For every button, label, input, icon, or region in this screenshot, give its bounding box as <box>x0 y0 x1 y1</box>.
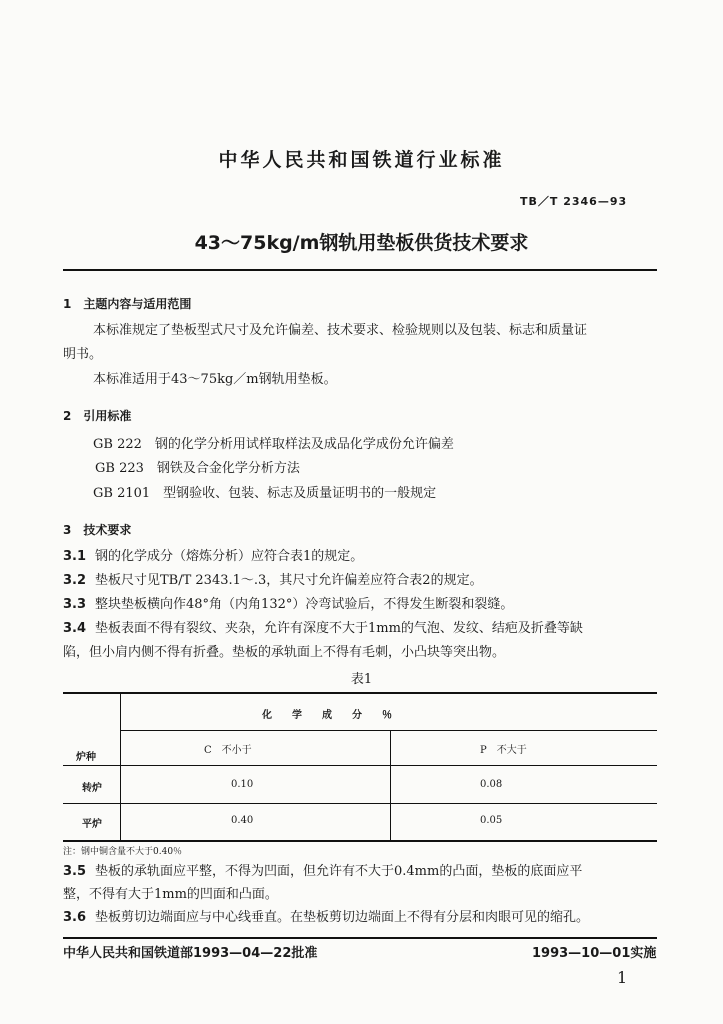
clause-number-3-4: 3.4 <box>63 621 87 636</box>
table-middle-column-divider <box>390 730 391 841</box>
table-column-header-p: P 不大于 <box>480 745 527 756</box>
clause-number-3-3: 3.3 <box>63 597 87 612</box>
standard-code: TB／T 2346—93 <box>520 195 628 208</box>
table-header-divider <box>63 765 657 766</box>
clause-3-6-text: 垫板剪切边端面应与中心线垂直。在垫板剪切边端面上不得有分层和肉眼可见的缩孔。 <box>95 910 590 925</box>
clause-3-3-text: 整块垫板横向作48°角（内角132°）冷弯试验后，不得发生断裂和裂缝。 <box>95 597 514 612</box>
section-1-paragraph-1-line-1: 本标准规定了垫板型式尺寸及允许偏差、技术要求、检验规则以及包装、标志和质量证 <box>93 323 588 338</box>
standard-category-heading: 中华人民共和国铁道行业标准 <box>218 149 505 171</box>
reference-standard-gb222: GB 222 钢的化学分析用试样取样法及成品化学成份允许偏差 <box>93 437 454 452</box>
approval-statement: 中华人民共和国铁道部1993—04—22批准 <box>63 946 318 961</box>
footer-divider <box>63 937 657 939</box>
table-top-border <box>63 692 657 694</box>
title-divider <box>63 269 657 271</box>
page-number: 1 <box>617 968 628 987</box>
table-first-column-divider <box>120 692 121 841</box>
reference-standard-gb2101: GB 2101 型钢验收、包装、标志及质量证明书的一般规定 <box>93 486 437 501</box>
document-title: 43～75kg/m钢轨用垫板供货技术要求 <box>194 232 529 254</box>
section-2-heading: 2 引用标准 <box>63 409 132 423</box>
section-1-paragraph-1-line-2: 明书。 <box>63 347 103 362</box>
clause-number-3-6: 3.6 <box>63 910 87 925</box>
section-3-heading: 3 技术要求 <box>63 523 132 537</box>
table-1-caption: 表1 <box>350 672 373 687</box>
effective-date: 1993—10—01实施 <box>532 946 657 961</box>
reference-standard-gb223: GB 223 钢铁及合金化学分析方法 <box>95 461 300 476</box>
table-group-divider <box>120 730 657 731</box>
table-1-note: 注：钢中铜含量不大于0.40％ <box>63 847 183 857</box>
clause-3-4-text-line-1: 垫板表面不得有裂纹、夹杂，允许有深度不大于1mm的气泡、发纹、结疤及折叠等缺 <box>95 621 583 636</box>
table-cell-converter-c: 0.10 <box>231 779 254 790</box>
table-row-label-converter: 转炉 <box>82 783 102 794</box>
table-bottom-border <box>63 840 657 842</box>
clause-number-3-5: 3.5 <box>63 864 87 879</box>
clause-3-1-text: 钢的化学成分（熔炼分析）应符合表1的规定。 <box>95 549 364 564</box>
table-cell-open-hearth-p: 0.05 <box>480 815 503 826</box>
clause-3-4-text-line-2: 陷，但小肩内侧不得有折叠。垫板的承轨面上不得有毛刺，小凸块等突出物。 <box>63 645 506 660</box>
section-1-paragraph-2: 本标准适用于43～75kg／m钢轨用垫板。 <box>93 372 337 387</box>
clause-number-3-1: 3.1 <box>63 549 87 564</box>
clause-number-3-2: 3.2 <box>63 573 87 588</box>
table-row-divider <box>63 803 657 804</box>
table-cell-open-hearth-c: 0.40 <box>231 815 254 826</box>
table-column-header-c: C 不小于 <box>204 745 252 756</box>
table-cell-converter-p: 0.08 <box>480 779 503 790</box>
section-1-heading: 1 主题内容与适用范围 <box>63 297 192 311</box>
table-row-label-open-hearth: 平炉 <box>82 819 102 830</box>
clause-3-5-text-line-1: 垫板的承轨面应平整，不得为凹面，但允许有不大于0.4mm的凸面，垫板的底面应平 <box>95 864 583 879</box>
clause-3-2-text: 垫板尺寸见TB/T 2343.1～.3，其尺寸允许偏差应符合表2的规定。 <box>95 573 483 588</box>
table-group-header: 化 学 成 分 ％ <box>262 710 392 721</box>
table-row-header: 炉种 <box>76 752 96 763</box>
clause-3-5-text-line-2: 整，不得有大于1mm的凹面和凸面。 <box>63 887 278 902</box>
